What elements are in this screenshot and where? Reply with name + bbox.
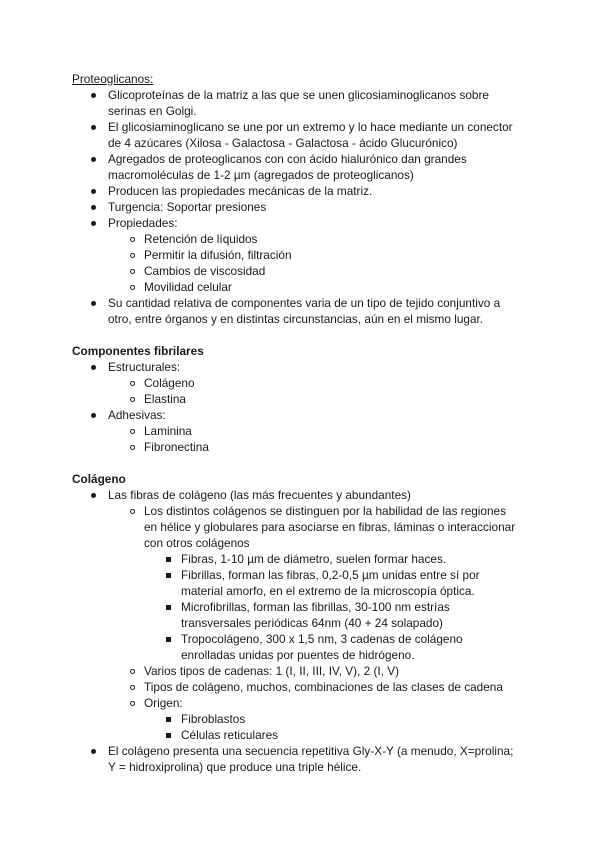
- sub-sub-list-item: Tropocolágeno, 300 x 1,5 nm, 3 cadenas de colágeno: [181, 632, 463, 646]
- list-item-line: de 4 azúcares (Xilosa - Galactosa - Galactosa - ácido Glucurónico): [108, 136, 458, 150]
- sub-list-item: en hélice y globulares para asociarse en fibras, láminas o interaccionar: [144, 520, 516, 534]
- sub-sub-list-item: Fibrillas, forman las fibras, 0,2-0,5 µm unidas entre sí por: [181, 568, 480, 582]
- sub-list-item: Origen:: [144, 696, 183, 710]
- list-item-line: Propiedades:: [108, 216, 178, 230]
- bullet-circle-icon: [125, 231, 139, 247]
- sub-sub-list-item: material amorfo, en el extremo de la microscopía óptica.: [181, 584, 475, 598]
- sub-list-item: Permitir la difusión, filtración: [144, 248, 292, 262]
- bullet-dot-icon: [86, 359, 100, 375]
- section-heading-componentes-fibrilares: Componentes fibrilares: [72, 344, 204, 358]
- bullet-square-icon: [161, 599, 175, 615]
- bullet-circle-icon: [125, 679, 139, 695]
- bullet-circle-icon: [125, 439, 139, 455]
- bullet-square-icon: [161, 631, 175, 647]
- bullet-square-icon: [161, 551, 175, 567]
- list-item-line: El glicosiaminoglicano se une por un extremo y lo hace mediante un conector: [108, 120, 513, 134]
- bullet-dot-icon: [86, 215, 100, 231]
- bullet-dot-icon: [86, 743, 100, 759]
- list-item-line: Producen las propiedades mecánicas de la matriz.: [108, 184, 373, 198]
- list-item-line: macromoléculas de 1-2 µm (agregados de proteoglicanos): [108, 168, 414, 182]
- list-item-line: Glicoproteínas de la matriz a las que se unen glicosiaminoglicanos sobre: [108, 88, 489, 102]
- list-item-line: otro, entre órganos y en distintas circunstancias, aún en el mismo lugar.: [108, 312, 484, 326]
- sub-list-item: Colágeno: [144, 376, 195, 390]
- list-item-line: Agregados de proteoglicanos con con ácido hialurónico dan grandes: [108, 152, 467, 166]
- bullet-dot-icon: [86, 199, 100, 215]
- sub-list-item: Movilidad celular: [144, 280, 232, 294]
- bullet-dot-icon: [86, 151, 100, 167]
- sub-list-item: Tipos de colágeno, muchos, combinaciones de las clases de cadena: [144, 680, 503, 694]
- sub-list-item: Los distintos colágenos se distinguen por la habilidad de las regiones: [144, 504, 507, 518]
- section-heading-colageno: Colágeno: [72, 472, 126, 486]
- bullet-dot-icon: [86, 87, 100, 103]
- bullet-dot-icon: [86, 183, 100, 199]
- sub-list-item: Fibronectina: [144, 440, 209, 454]
- sub-sub-list-item: Fibras, 1-10 µm de diámetro, suelen formar haces.: [181, 552, 447, 566]
- list-item-line: Adhesivas:: [108, 408, 166, 422]
- list-item-line: Y = hidroxiprolina) que produce una triple hélice.: [108, 760, 362, 774]
- bullet-circle-icon: [125, 391, 139, 407]
- list-item-line: Turgencia: Soportar presiones: [108, 200, 267, 214]
- bullet-dot-icon: [86, 487, 100, 503]
- bullet-circle-icon: [125, 375, 139, 391]
- section-heading-proteoglicanos: Proteoglicanos:: [72, 72, 154, 86]
- sub-sub-list-item: enrolladas unidas por puentes de hidrógeno.: [181, 648, 415, 662]
- sub-sub-list-item: Células reticulares: [181, 728, 279, 742]
- sub-list-item: Elastina: [144, 392, 186, 406]
- bullet-circle-icon: [125, 247, 139, 263]
- sub-sub-list-item: Microfibrillas, forman las fibrillas, 30-100 nm estrías: [181, 600, 450, 614]
- sub-sub-list-item: transversales periódicas 64nm (40 + 24 solapado): [181, 616, 443, 630]
- bullet-dot-icon: [86, 295, 100, 311]
- sub-list-item: Retención de líquidos: [144, 232, 258, 246]
- bullet-square-icon: [161, 567, 175, 583]
- sub-list-item: Laminina: [144, 424, 192, 438]
- bullet-square-icon: [161, 727, 175, 743]
- list-item-line: El colágeno presenta una secuencia repetitiva Gly-X-Y (a menudo, X=prolina;: [108, 744, 514, 758]
- list-item-line: Las fibras de colágeno (las más frecuentes y abundantes): [108, 488, 411, 502]
- bullet-circle-icon: [125, 263, 139, 279]
- bullet-circle-icon: [125, 503, 139, 519]
- sub-list-item: con otros colágenos: [144, 536, 250, 550]
- bullet-dot-icon: [86, 119, 100, 135]
- bullet-square-icon: [161, 711, 175, 727]
- bullet-circle-icon: [125, 279, 139, 295]
- bullet-dot-icon: [86, 407, 100, 423]
- bullet-circle-icon: [125, 423, 139, 439]
- bullet-circle-icon: [125, 663, 139, 679]
- sub-list-item: Varios tipos de cadenas: 1 (I, II, III, IV, V), 2 (I, V): [144, 664, 400, 678]
- sub-sub-list-item: Fibroblastos: [181, 712, 246, 726]
- list-item-line: Su cantidad relativa de componentes varia de un tipo de tejido conjuntivo a: [108, 296, 501, 310]
- list-item-line: serinas en Golgi.: [108, 104, 197, 118]
- list-item-line: Estructurales:: [108, 360, 181, 374]
- bullet-circle-icon: [125, 695, 139, 711]
- sub-list-item: Cambios de viscosidad: [144, 264, 266, 278]
